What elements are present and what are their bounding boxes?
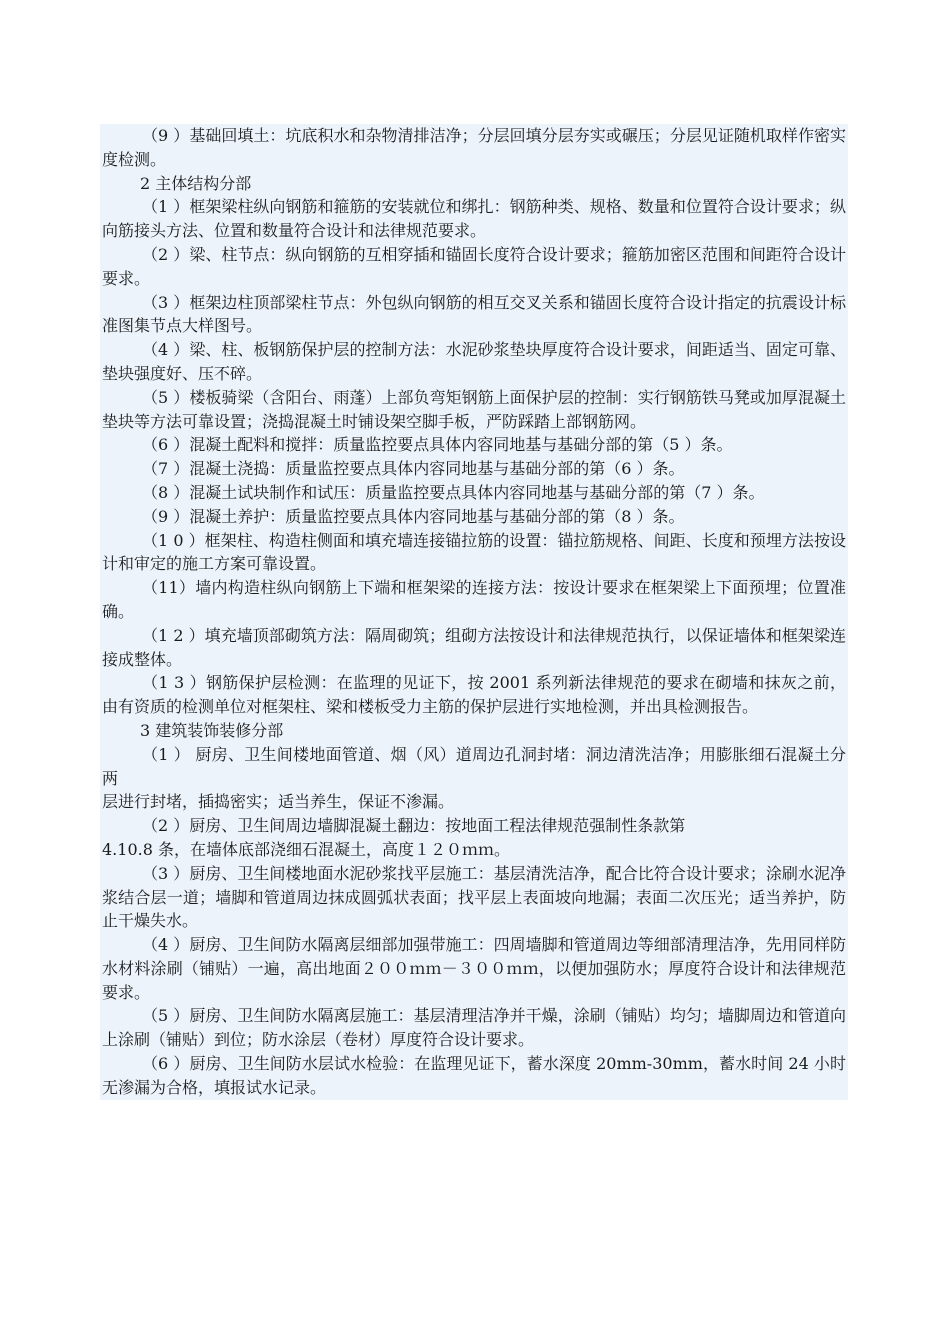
- paragraph-deco-item-2-continued: 4.10.8 条，在墙体底部浇细石混凝土，高度１２０ｍｍ。: [102, 839, 510, 859]
- paragraph-deco-item-1-continued: 层进行封堵，插捣密实；适当养生，保证不渗漏。: [102, 792, 455, 812]
- paragraph-item-7: （7 ）混凝土浇捣：质量监控要点具体内容同地基与基础分部的第（6 ）条。: [142, 459, 685, 479]
- document-body: [100, 124, 848, 1100]
- paragraph-item-5: （5 ）楼板骑梁（含阳台、雨蓬）上部负弯矩钢筋上面保护层的控制：实行钢筋铁马凳或加厚混凝土垫块等方法可靠设置；浇捣混凝土时铺设架空脚手板，严防踩踏上部钢筋网。: [102, 387, 846, 431]
- paragraph-item-1: （1 ）框架梁柱纵向钢筋和箍筋的安装就位和绑扎：钢筋种类、规格、数量和位置符合设计要求；纵向筋接头方法、位置和数量符合设计和法律规范要求。: [102, 197, 846, 241]
- paragraph-item-10: （1 0 ）框架柱、构造柱侧面和填充墙连接锚拉筋的设置：锚拉筋规格、间距、长度和预埋方法按设计和审定的施工方案可靠设置。: [102, 530, 846, 574]
- paragraph-item-4: （4 ）梁、柱、板钢筋保护层的控制方法：水泥砂浆垫块厚度符合设计要求，间距适当、固定可靠、垫块强度好、压不碎。: [102, 340, 846, 383]
- paragraph-item-3: （3 ）框架边柱顶部梁柱节点：外包纵向钢筋的相互交叉关系和锚固长度符合设计指定的抗震设计标准图集节点大样图号。: [102, 292, 846, 336]
- section-heading-main-structure: 2 主体结构分部: [140, 173, 252, 193]
- paragraph-item-6: （6 ）混凝土配料和搅拌：质量监控要点具体内容同地基与基础分部的第（5 ）条。: [142, 435, 733, 455]
- paragraph-item-8: （8 ）混凝土试块制作和试压：质量监控要点具体内容同地基与基础分部的第（7 ）条。: [142, 482, 765, 502]
- paragraph-deco-item-3: （3 ）厨房、卫生间楼地面水泥砂浆找平层施工：基层清洗洁净，配合比符合设计要求；涂刷水泥净浆结合层一道；墙脚和管道周边抹成圆弧状表面；找平层上表面坡向地漏；表面二次压光；适当养护，防止干燥失水。: [102, 863, 846, 931]
- paragraph-item-12: （1 2 ）填充墙顶部砌筑方法：隔周砌筑；组砌方法按设计和法律规范执行，以保证墙体和框架梁连接成整体。: [102, 625, 846, 669]
- paragraph-item-9: （9 ）混凝土养护：质量监控要点具体内容同地基与基础分部的第（8 ）条。: [142, 506, 685, 526]
- paragraph-item-9-backfill: （9 ）基础回填土：坑底积水和杂物清排洁净；分层回填分层夯实或碾压；分层见证随机取样作密实度检测。: [102, 126, 846, 169]
- paragraph-deco-item-6: （6 ）厨房、卫生间防水层试水检验：在监理见证下，蓄水深度 20mm-30mm，蓄水时间 24 小时无渗漏为合格，填报试水记录。: [102, 1054, 846, 1097]
- paragraph-item-11: （11）墙内构造柱纵向钢筋上下端和框架梁的连接方法：按设计要求在框架梁上下面预埋；位置准确。: [102, 578, 846, 621]
- paragraph-deco-item-4: （4 ）厨房、卫生间防水隔离层细部加强带施工：四周墙脚和管道周边等细部清理洁净，先用同样防水材料涂刷（铺贴）一遍，高出地面２００ｍｍ－３００ｍｍ，以便加强防水；厚度符合设计和法律规范要求。: [102, 935, 846, 1002]
- paragraph-deco-item-2: （2 ）厨房、卫生间周边墙脚混凝土翻边：按地面工程法律规范强制性条款第: [142, 816, 686, 836]
- paragraph-deco-item-1: （1 ） 厨房、卫生间楼地面管道、烟（风）道周边孔洞封堵：洞边清洗洁净；用膨胀细石混凝土分两: [102, 744, 846, 788]
- paragraph-item-2: （2 ）梁、柱节点：纵向钢筋的互相穿插和锚固长度符合设计要求；箍筋加密区范围和间距符合设计要求。: [102, 244, 846, 288]
- section-heading-decoration: 3 建筑装饰装修分部: [140, 720, 284, 740]
- paragraph-deco-item-5: （5 ）厨房、卫生间防水隔离层施工：基层清理洁净并干燥，涂刷（铺贴）均匀；墙脚周边和管道向上涂刷（铺贴）到位；防水涂层（卷材）厚度符合设计要求。: [102, 1006, 846, 1050]
- paragraph-item-13: （1 3 ）钢筋保护层检测：在监理的见证下，按 2001 系列新法律规范的要求在砌墙和抹灰之前，由有资质的检测单位对框架柱、梁和楼板受力主筋的保护层进行实地检测，并出具检测报告。: [102, 673, 846, 717]
